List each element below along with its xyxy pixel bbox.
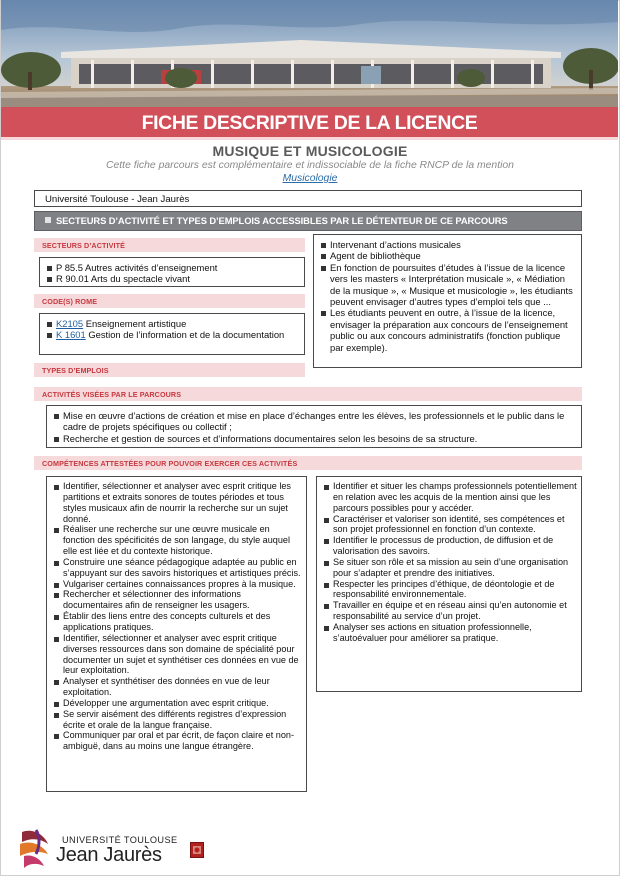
list-item: Rechercher et sélectionner des informations documentaires afin de renseigner les usagers. (53, 589, 302, 611)
list-item: Respecter les principes d’éthique, de déontologie et de responsabilité environnementale. (323, 579, 577, 601)
list-item: Identifier et situer les champs professionnels potentiellement en relation avec les acquis de la mention ainsi que les parcours possibles pour y accéder. (323, 481, 577, 514)
competences-right-list (323, 481, 577, 644)
list-item: Travailler en équipe et en réseau ainsi qu’en autonomie et responsabilité au service d’un projet. (323, 600, 577, 622)
codes-rome-list (46, 318, 300, 341)
university-field: Université Toulouse - Jean Jaurès (34, 190, 582, 207)
rome-code-label: Gestion de l’information et de la documentation (85, 329, 285, 341)
list-item: Réaliser une recherche sur une œuvre musicale en fonction des spécificités de son langage, du style auquel elle est liée et du contexte historique. (53, 524, 302, 557)
list-item: Identifier, sélectionner et analyser avec esprit critique diverses ressources dans son domaine de spécialité pour documenter un sujet et synthétiser ces données en vue de leur exploitation. (53, 633, 302, 676)
list-item: Agent de bibliothèque (320, 250, 576, 261)
campus-photo (1, 0, 618, 107)
activites-box (46, 405, 582, 448)
list-item: Caractériser et valoriser son identité, ses compétences et son projet professionnel en fonction d’un contexte. (323, 514, 577, 536)
list-item (46, 329, 300, 340)
types-emplois-list (320, 239, 576, 353)
list-item: Se situer son rôle et sa mission au sein d’une organisation pour s’adapter et prendre des initiatives. (323, 557, 577, 579)
banner-underline (1, 137, 618, 140)
list-item: Se servir aisément des différents registres d’expression écrite et orale de la langue française. (53, 709, 302, 731)
list-item: Vulgariser certaines connaissances propres à la musique. (53, 579, 302, 590)
section-header-bar (34, 211, 582, 231)
logo-line-2: Jean Jaurès (56, 844, 162, 866)
list-item: R 90.01 Arts du spectacle vivant (46, 273, 300, 284)
list-item: En fonction de poursuites d’études à l’issue de la licence vers les masters « Interprétation musicale », « Médiation de la musique », « Musique et musicologie », les étudiants peuvent envisager d’autres types d’emploi tels que ... (320, 262, 576, 308)
list-item: Les étudiants peuvent en outre, à l’issue de la licence, envisager la préparation aux concours de l’enseignement public ou aux concours administratifs (fonction publique par exemple). (320, 307, 576, 353)
competences-left-box (46, 476, 307, 792)
types-emplois-heading: TYPES D’EMPLOIS (34, 363, 305, 377)
list-item: P 85.5 Autres activités d’enseignement (46, 262, 300, 273)
list-item: Recherche et gestion de sources et d’informations documentaires selon les besoins de sa structure. (53, 433, 576, 444)
list-item: Identifier, sélectionner et analyser avec esprit critique les partitions et extraits sonores de toutes périodes et tous styles musicaux afin de nourrir la recherche sur un sujet donné. (53, 481, 302, 524)
rome-code-label: Enseignement artistique (83, 318, 187, 329)
square-bullet-icon (45, 217, 51, 223)
secteurs-box (39, 257, 305, 287)
rome-code-link[interactable]: K2105 (56, 318, 84, 329)
list-item: Analyser et synthétiser des données en vue de leur exploitation. (53, 676, 302, 698)
note-text: Cette fiche parcours est complémentaire et indissociable de la fiche RNCP de la mention (106, 160, 514, 171)
list-item: Mise en œuvre d’actions de création et mise en place d’échanges entre les élèves, les professionnels et le public dans le cadre de projets spécifiques ou collectif ; (53, 410, 576, 433)
rome-code-link[interactable]: K 1601 (56, 329, 86, 341)
list-item: Analyser ses actions en situation professionnelle, s’autoévaluer pour améliorer sa pratique. (323, 622, 577, 644)
logo-swirl-icon (18, 826, 58, 870)
codes-rome-heading: CODE(S) ROME (34, 294, 305, 308)
activites-heading: ACTIVITÉS VISÉES PAR LE PARCOURS (34, 387, 582, 401)
logo-line-1: UNIVERSITÉ TOULOUSE (62, 835, 178, 845)
secteurs-list (46, 262, 300, 285)
types-emplois-box (313, 234, 582, 368)
secteurs-heading: SECTEURS D’ACTIVITÉ (34, 238, 305, 252)
competences-left-list (53, 481, 302, 752)
banner-title: FICHE DESCRIPTIVE DE LA LICENCE (1, 107, 618, 137)
codes-rome-box (39, 313, 305, 355)
complement-note (0, 159, 620, 185)
list-item (46, 318, 300, 329)
mention-link[interactable]: Musicologie (282, 173, 338, 184)
list-item: Développer une argumentation avec esprit critique. (53, 698, 302, 709)
activites-list (53, 410, 576, 444)
section-header-label: SECTEURS D’ACTIVITÉ ET TYPES D’EMPLOIS ACCESSIBLES PAR LE DÉTENTEUR DE CE PARCOURS (56, 215, 508, 226)
university-logo (18, 824, 218, 872)
seal-icon (190, 842, 204, 858)
page-title: MUSIQUE ET MUSICOLOGIE (212, 143, 408, 159)
competences-heading: COMPÉTENCES ATTESTÉES POUR POUVOIR EXERCER CES ACTIVITÉS (34, 456, 582, 470)
competences-right-box (316, 476, 582, 692)
list-item: Communiquer par oral et par écrit, de façon claire et non-ambiguë, dans au moins une langue étrangère. (53, 730, 302, 752)
list-item: Intervenant d’actions musicales (320, 239, 576, 250)
list-item: Établir des liens entre des concepts culturels et des applications pratiques. (53, 611, 302, 633)
list-item: Construire une séance pédagogique adaptée au public en s’appuyant sur des savoirs historiques et artistiques précis. (53, 557, 302, 579)
list-item: Identifier le processus de production, de diffusion et de valorisation des savoirs. (323, 535, 577, 557)
